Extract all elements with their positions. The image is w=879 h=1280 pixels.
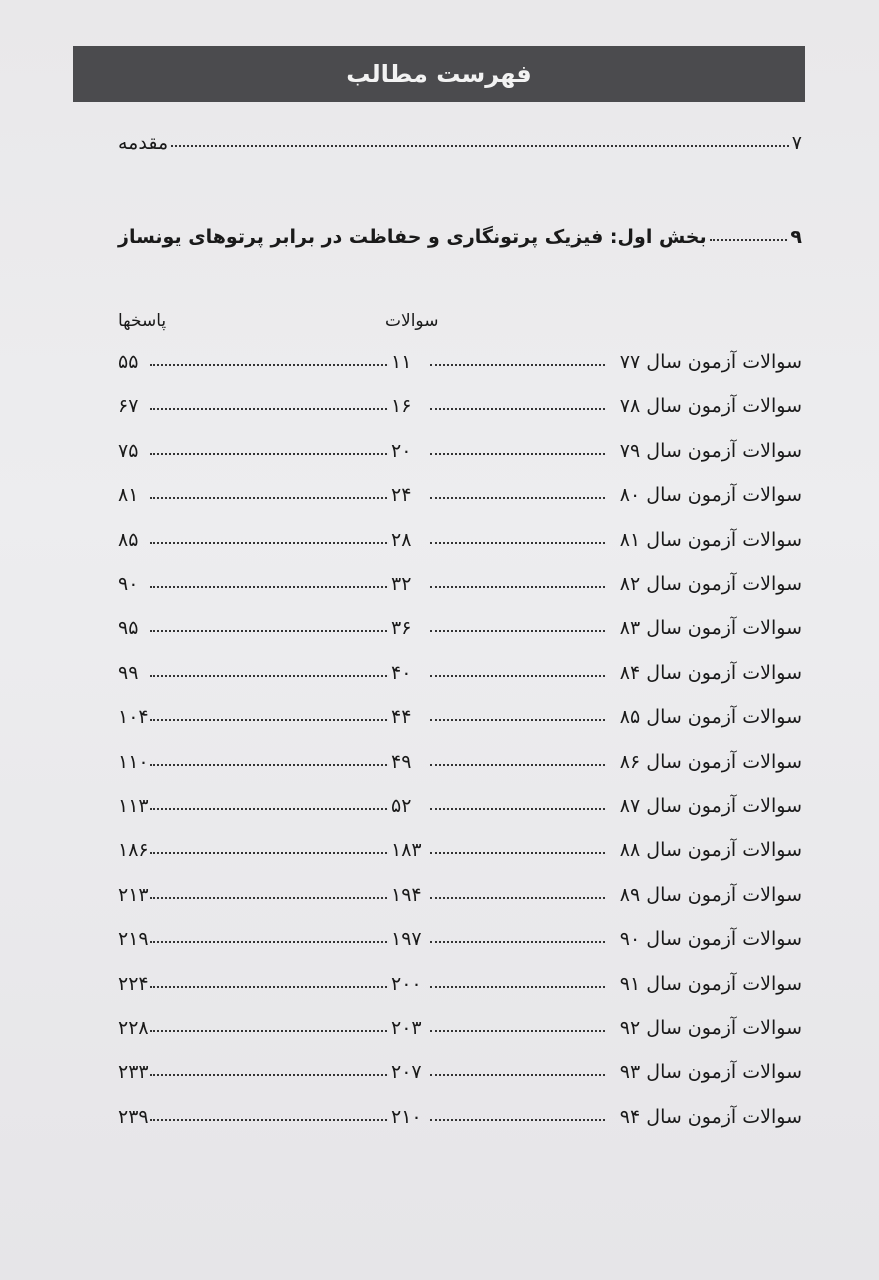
dot-leader [150, 897, 387, 899]
questions-page: ۱۹۴ [391, 883, 422, 906]
dot-leader [150, 1030, 387, 1032]
toc-entry-intro [118, 120, 802, 154]
dot-leader [430, 1074, 605, 1076]
dot-leader [430, 408, 605, 410]
exam-label: سوالات آزمون سال ۹۴ [619, 1105, 802, 1128]
answers-page: ۷۵ [118, 439, 139, 462]
dot-leader [150, 364, 387, 366]
toc-entry-section1 [118, 214, 802, 248]
exam-label: سوالات آزمون سال ۸۰ [619, 484, 802, 507]
questions-page: ۲۰۳ [391, 1017, 422, 1039]
exam-row [118, 876, 802, 908]
exam-row [118, 831, 802, 863]
questions-page: ۱۸۳ [391, 839, 422, 862]
dot-leader [150, 497, 387, 499]
exam-label: سوالات آزمون سال ۹۳ [619, 1061, 802, 1084]
exam-row [118, 654, 802, 686]
answers-page: ۸۱ [118, 484, 139, 507]
exam-label: سوالات آزمون سال ۷۹ [619, 439, 802, 462]
exam-label: سوالات آزمون سال ۹۰ [619, 928, 802, 951]
dot-leader [150, 1119, 387, 1121]
section-page: ۹ [790, 226, 802, 248]
dot-leader [430, 852, 605, 854]
toc-entry-label: مقدمه [118, 132, 169, 154]
exam-label: سوالات آزمون سال ۷۸ [619, 395, 802, 418]
dot-leader [150, 586, 387, 588]
dot-leader [430, 1119, 605, 1121]
exam-row [118, 521, 802, 553]
exam-row [118, 698, 802, 730]
questions-page: ۲۰۰ [391, 972, 422, 995]
dot-leader [430, 675, 605, 677]
questions-page: ۵۲ [391, 795, 412, 817]
exam-row [118, 609, 802, 641]
column-header-questions: سوالات [385, 311, 439, 331]
dot-leader [150, 630, 387, 632]
dot-leader [430, 630, 605, 632]
questions-page: ۲۰ [391, 439, 412, 462]
questions-page: ۳۶ [391, 617, 412, 640]
exam-row [118, 787, 802, 819]
answers-page: ۹۹ [118, 661, 139, 684]
dot-leader [150, 408, 387, 410]
exam-row [118, 565, 802, 597]
exam-label: سوالات آزمون سال ۸۸ [619, 839, 802, 862]
dot-leader [150, 808, 387, 810]
exam-label: سوالات آزمون سال ۸۲ [619, 573, 802, 595]
answers-page: ۹۰ [118, 573, 139, 595]
questions-page: ۲۴ [391, 484, 412, 507]
exam-row [118, 476, 802, 508]
exam-label: سوالات آزمون سال ۸۹ [619, 883, 802, 906]
answers-page: ۲۲۸ [118, 1017, 149, 1039]
answers-page: ۶۷ [118, 395, 139, 418]
title-bar [73, 46, 805, 102]
dot-leader [430, 764, 605, 766]
exam-label: سوالات آزمون سال ۹۱ [619, 972, 802, 995]
answers-page: ۹۵ [118, 617, 139, 640]
exam-row [118, 343, 802, 375]
dot-leader [150, 1074, 387, 1076]
exam-row [118, 387, 802, 419]
questions-page: ۲۱۰ [391, 1105, 422, 1128]
dot-leader [150, 453, 387, 455]
questions-page: ۲۸ [391, 528, 412, 551]
dot-leader [430, 897, 605, 899]
toc-entry-page: ۷ [791, 132, 802, 154]
exam-row [118, 1098, 802, 1130]
column-header-answers: پاسخها [118, 311, 167, 331]
dot-leader [430, 453, 605, 455]
dot-leader [430, 941, 605, 943]
dot-leader [430, 497, 605, 499]
answers-page: ۱۱۰ [118, 750, 149, 773]
answers-page: ۲۲۴ [118, 972, 149, 995]
answers-page: ۲۳۳ [118, 1061, 149, 1084]
answers-page: ۱۱۳ [118, 795, 149, 817]
questions-page: ۱۱ [391, 351, 412, 373]
exam-label: سوالات آزمون سال ۸۴ [619, 661, 802, 684]
dot-leader [150, 719, 387, 721]
dot-leader [150, 986, 387, 988]
answers-page: ۲۱۳ [118, 883, 149, 906]
dot-leader [430, 1030, 605, 1032]
questions-page: ۴۹ [391, 750, 412, 773]
dot-leader [171, 145, 789, 147]
exam-label: سوالات آزمون سال ۸۷ [619, 795, 802, 817]
exam-label: سوالات آزمون سال ۹۲ [619, 1017, 802, 1039]
answers-page: ۱۸۶ [118, 839, 149, 862]
questions-page: ۱۹۷ [391, 928, 422, 951]
dot-leader [430, 364, 605, 366]
dot-leader [430, 542, 605, 544]
exam-label: سوالات آزمون سال ۸۵ [619, 706, 802, 729]
exam-row [118, 965, 802, 997]
exam-label: سوالات آزمون سال ۸۶ [619, 750, 802, 773]
exam-label: سوالات آزمون سال ۷۷ [619, 351, 802, 373]
section-heading: بخش اول: فیزیک پرتونگاری و حفاظت در برابر پرتوهای یونساز [118, 226, 707, 248]
dot-leader [430, 808, 605, 810]
answers-page: ۵۵ [118, 351, 139, 373]
answers-page: ۱۰۴ [118, 706, 149, 729]
answers-page: ۸۵ [118, 528, 139, 551]
page-title: فهرست مطالب [346, 60, 532, 88]
dot-leader [150, 764, 387, 766]
exam-row [118, 432, 802, 464]
dot-leader [150, 941, 387, 943]
exam-row [118, 1009, 802, 1041]
questions-page: ۲۰۷ [391, 1061, 422, 1084]
exam-row [118, 743, 802, 775]
exam-label: سوالات آزمون سال ۸۳ [619, 617, 802, 640]
questions-page: ۴۰ [391, 661, 412, 684]
dot-leader [710, 239, 788, 241]
dot-leader [150, 542, 387, 544]
answers-page: ۲۳۹ [118, 1105, 149, 1128]
dot-leader [430, 986, 605, 988]
dot-leader [150, 852, 387, 854]
answers-page: ۲۱۹ [118, 928, 149, 951]
exam-row [118, 920, 802, 952]
questions-page: ۱۶ [391, 395, 412, 418]
exam-label: سوالات آزمون سال ۸۱ [619, 528, 802, 551]
dot-leader [430, 586, 605, 588]
questions-page: ۳۲ [391, 573, 412, 595]
dot-leader [430, 719, 605, 721]
exam-row [118, 1053, 802, 1085]
questions-page: ۴۴ [391, 706, 412, 729]
dot-leader [150, 675, 387, 677]
